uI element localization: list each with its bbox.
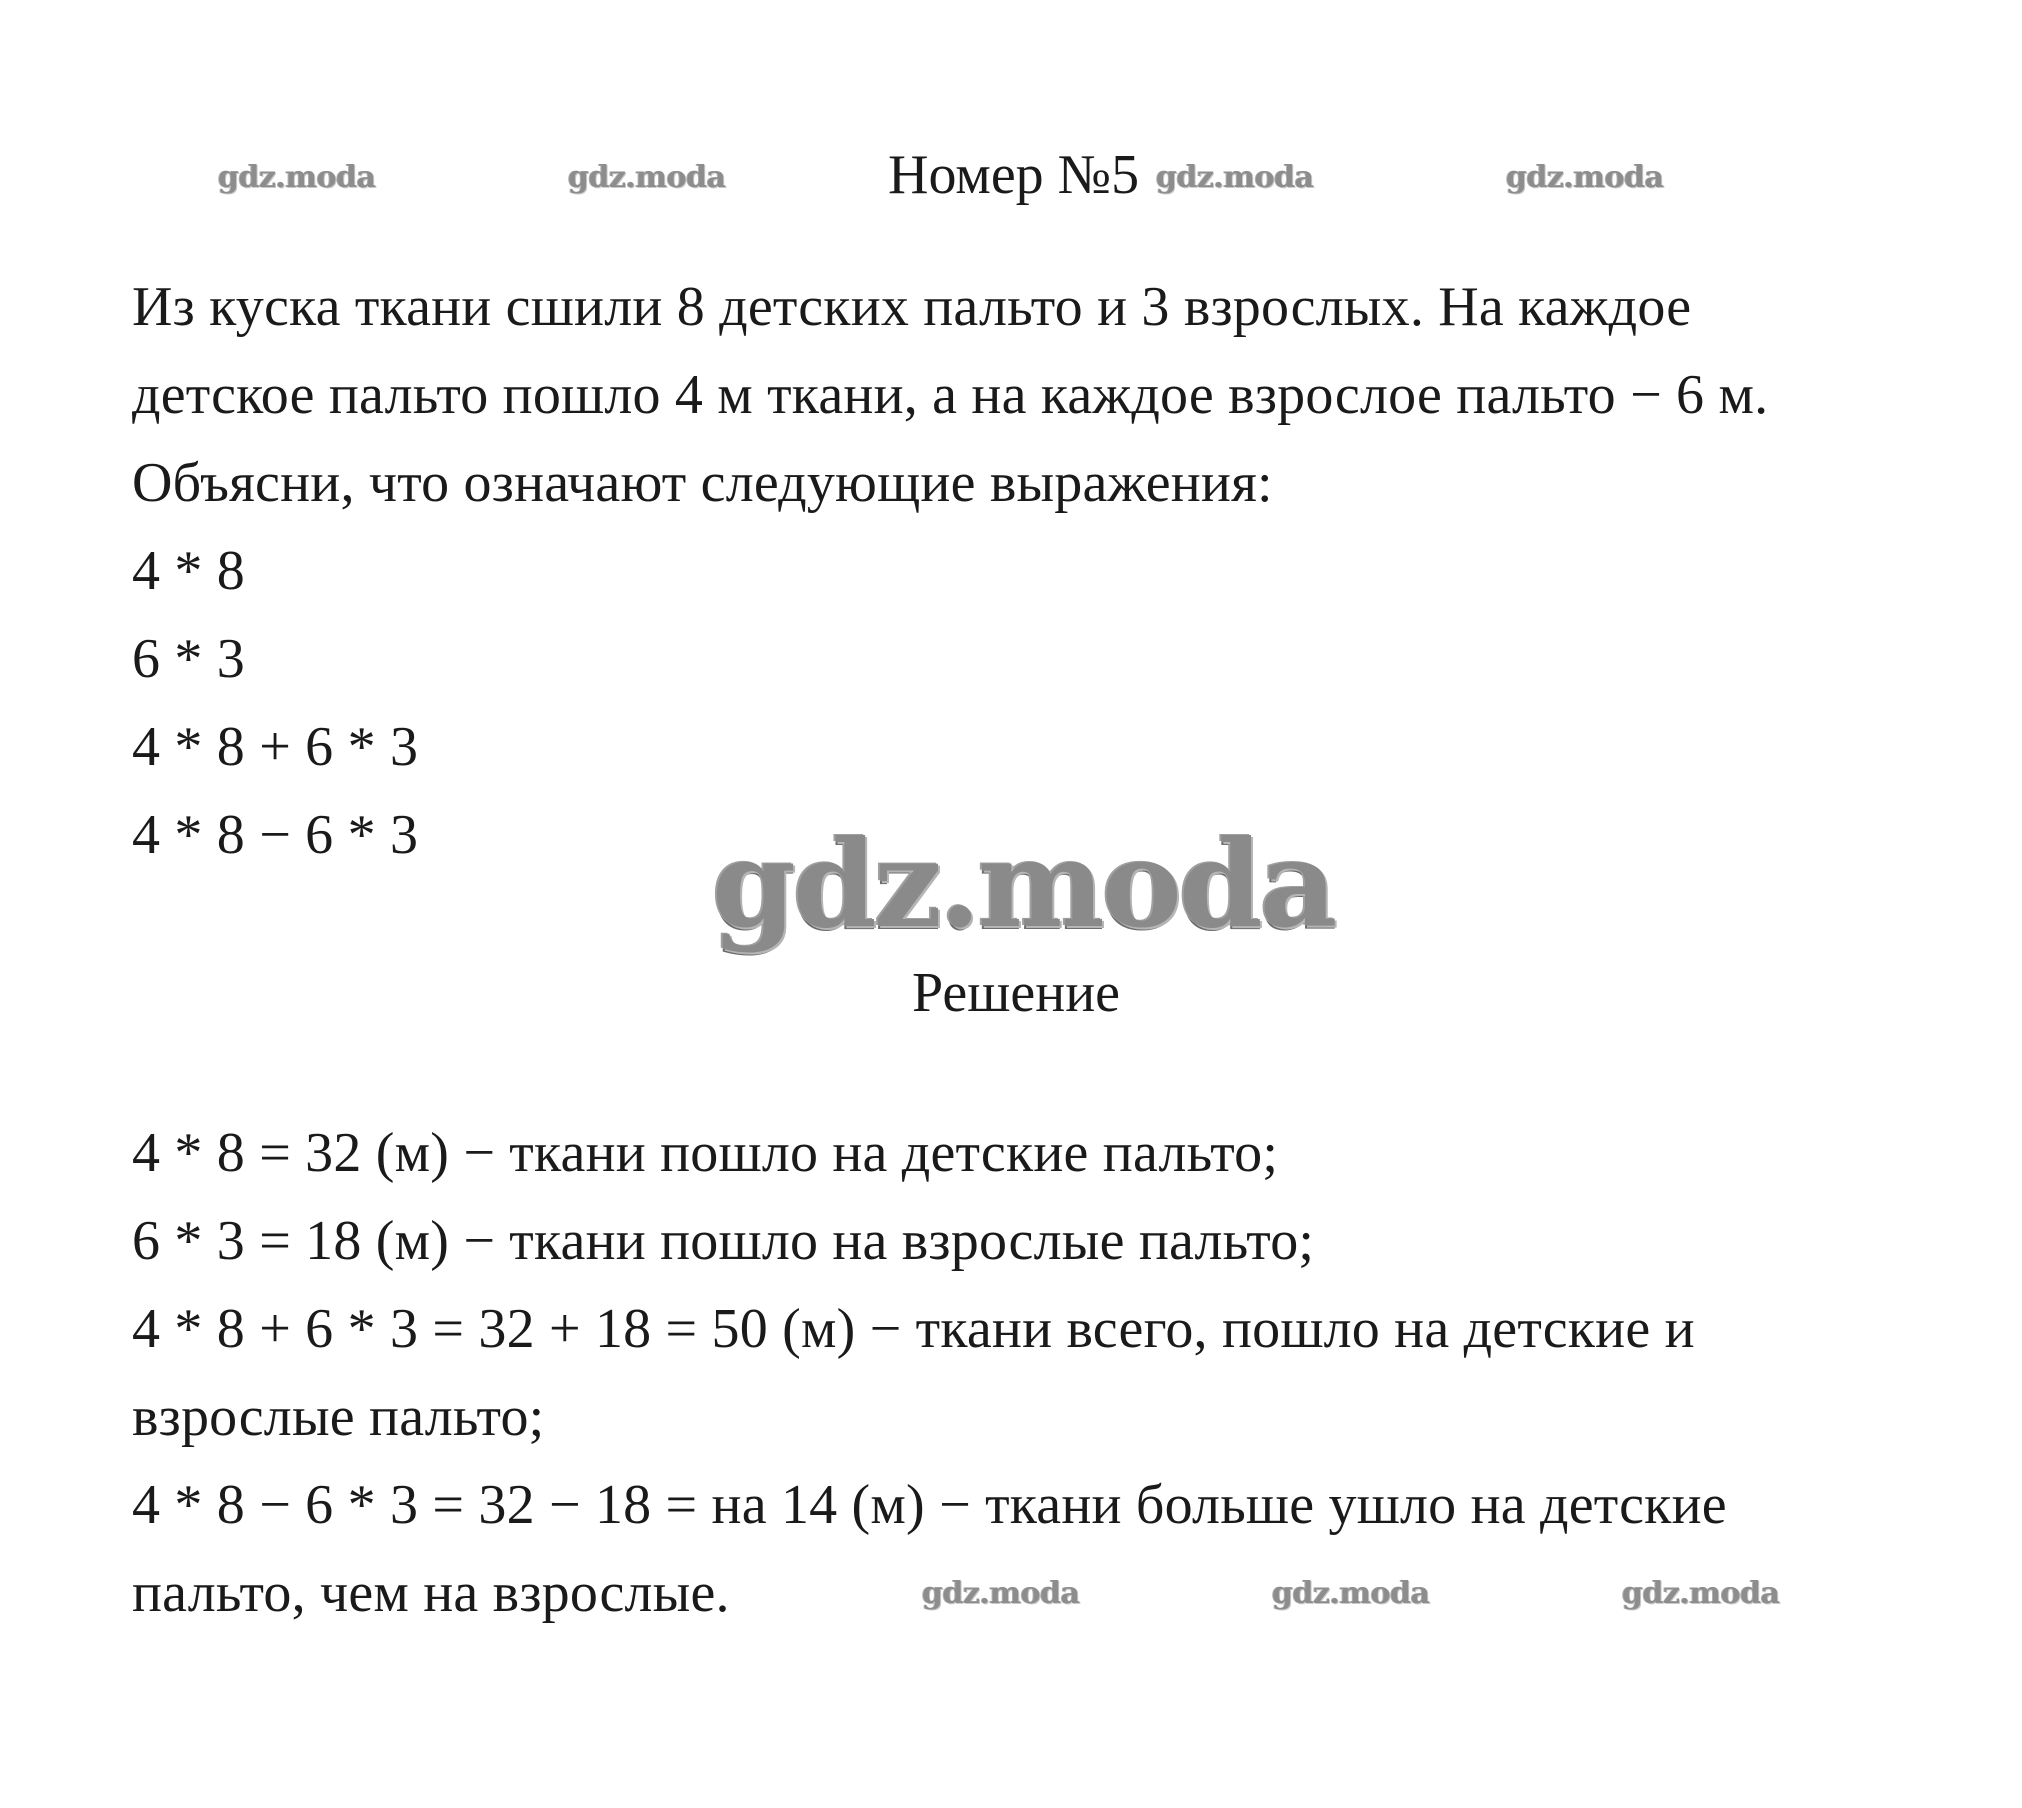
watermark-small: gdz.moda (1272, 1576, 1430, 1611)
watermark-small: gdz.moda (1622, 1576, 1780, 1611)
watermark-small: gdz.moda (1156, 160, 1314, 195)
solution-line: 4 * 8 + 6 * 3 = 32 + 18 = 50 (м) − ткани всего, пошло на детские и (132, 1298, 1695, 1360)
solution-heading: Решение (912, 962, 1121, 1024)
watermark-small: gdz.moda (1506, 160, 1664, 195)
task-expression: 6 * 3 (132, 628, 245, 690)
task-line: Из куска ткани сшили 8 детских пальто и 3 взрослых. На каждое (132, 276, 1692, 338)
task-expression: 4 * 8 (132, 540, 245, 602)
task-expression: 4 * 8 − 6 * 3 (132, 804, 419, 866)
task-line: Объясни, что означают следующие выражения: (132, 452, 1273, 514)
solution-line: пальто, чем на взрослые. (132, 1562, 730, 1624)
page-title: Номер №5 (888, 144, 1140, 206)
task-line: детское пальто пошло 4 м ткани, а на каждое взрослое пальто − 6 м. (132, 364, 1769, 426)
task-expression: 4 * 8 + 6 * 3 (132, 716, 419, 778)
watermark-small: gdz.moda (568, 160, 726, 195)
watermark-small: gdz.moda (218, 160, 376, 195)
solution-line: 4 * 8 = 32 (м) − ткани пошло на детские пальто; (132, 1122, 1279, 1184)
solution-line: взрослые пальто; (132, 1386, 545, 1448)
solution-line: 4 * 8 − 6 * 3 = 32 − 18 = на 14 (м) − ткани больше ушло на детские (132, 1474, 1727, 1536)
watermark-large: gdz.moda (712, 814, 1335, 955)
solution-line: 6 * 3 = 18 (м) − ткани пошло на взрослые пальто; (132, 1210, 1315, 1272)
watermark-small: gdz.moda (922, 1576, 1080, 1611)
